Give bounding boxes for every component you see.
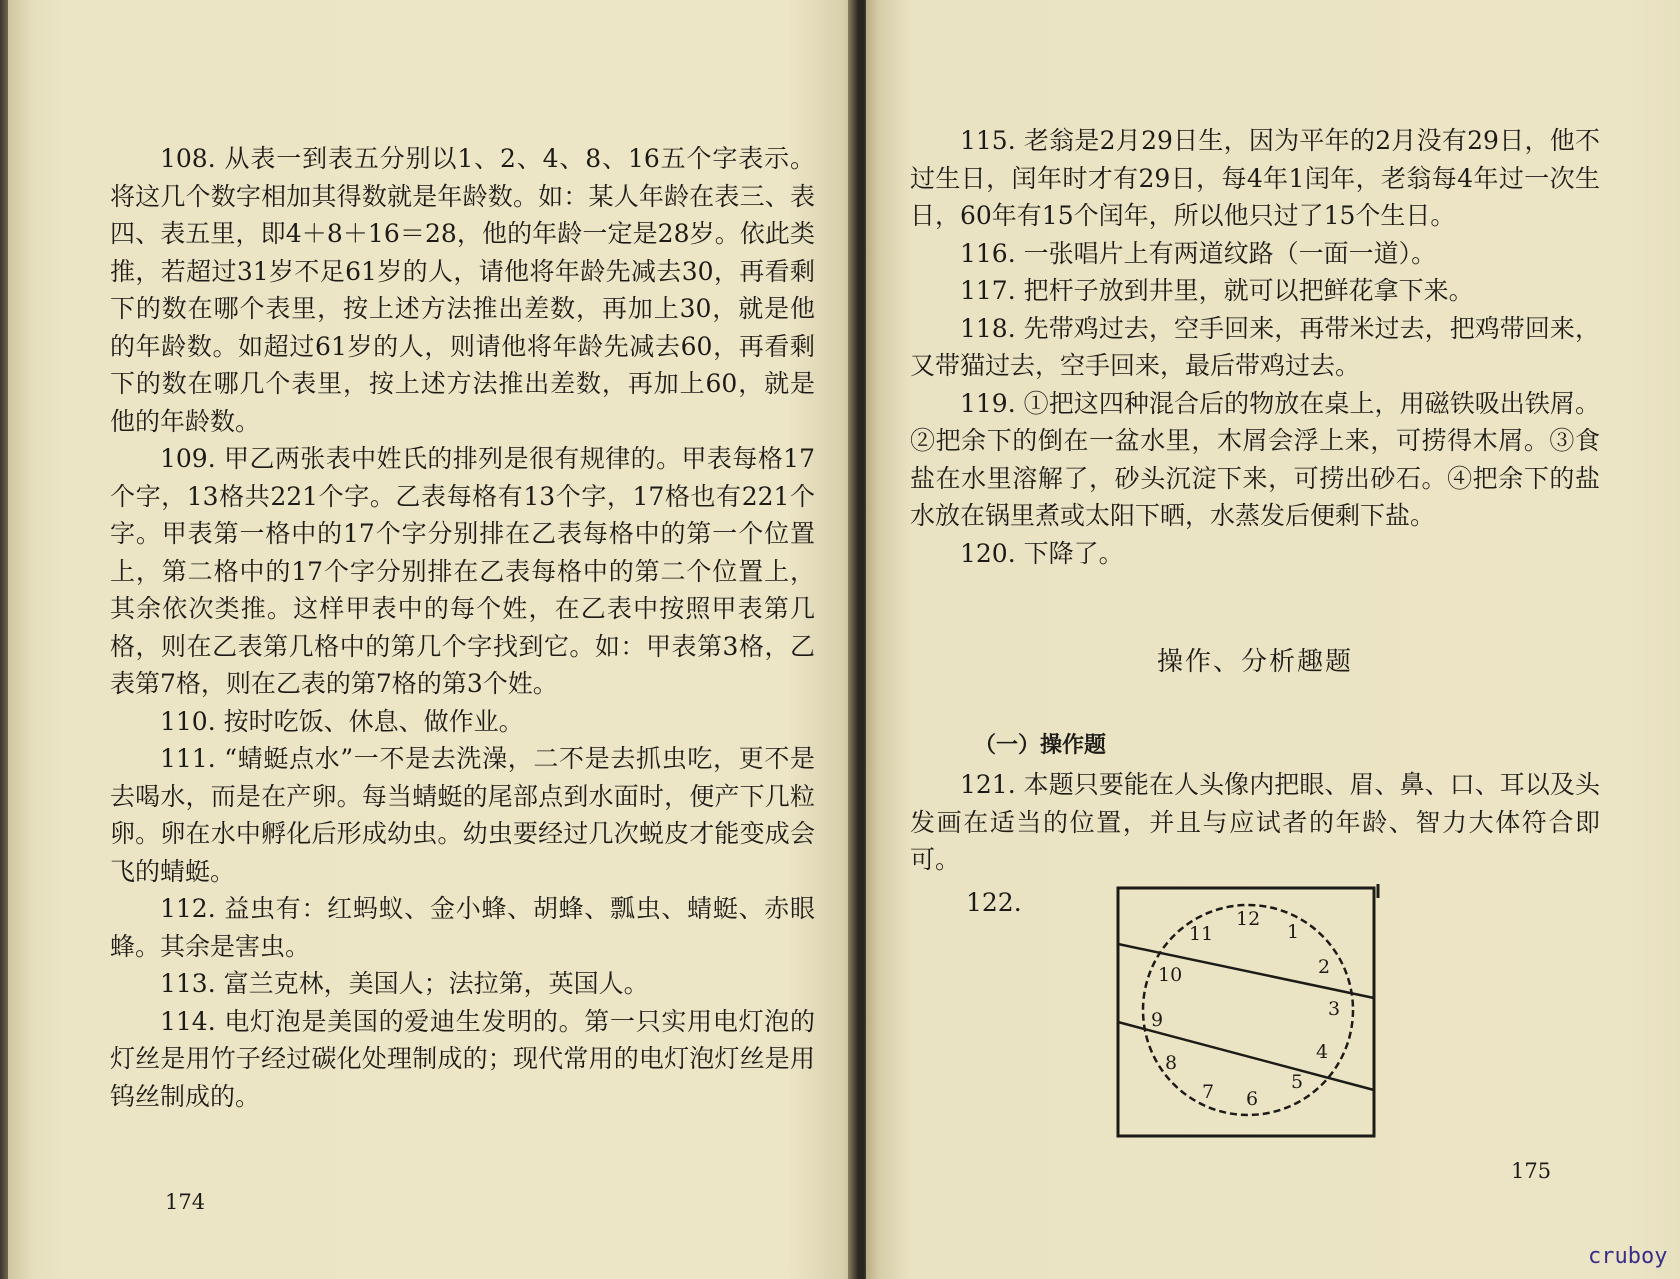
clock-number-3: 3: [1328, 998, 1341, 1020]
section-title: 操作、分析趣题: [1157, 647, 1354, 677]
answer-113: 113. 富兰克林，美国人；法拉第，英国人。: [160, 969, 649, 998]
answer-122-label: 122.: [966, 888, 1022, 917]
clock-number-12: 12: [1236, 908, 1261, 930]
page-number-left: 174: [165, 1190, 206, 1214]
answer-108: 108. 从表一到表五分别以1、2、4、8、16五个字表示。将这几个数字相加其得数就是年龄数。如：某人年龄在表三、表四、表五里，即4＋8＋16＝28，他的年龄一定是28岁。依此类推，若超过31岁不足61岁的人，请他将年龄先减去30，再看剩下的数在哪个表里，按上述方法推出差数，再加上30，就是他的年龄数。如超过61岁的人，则请他将年龄先减去60，再看剩下的数在哪几个表里，按上述方法推出差数，再加上60，就是他的年龄数。: [110, 144, 815, 436]
page-number-right: 175: [1511, 1159, 1552, 1183]
answer-121: 121. 本题只要能在人头像内把眼、眉、鼻、口、耳以及头发画在适当的位置，并且与应试者的年龄、智力大体符合即可。: [910, 770, 1600, 874]
left-page: [8, 0, 856, 1279]
clock-number-4: 4: [1316, 1041, 1329, 1063]
left-page-text: [110, 140, 815, 1115]
watermark: cruboy: [1588, 1244, 1668, 1269]
clock-number-8: 8: [1165, 1052, 1178, 1074]
clock-number-9: 9: [1151, 1009, 1164, 1031]
answer-118: 118. 先带鸡过去，空手回来，再带米过去，把鸡带回来，又带猫过去，空手回来，最后带鸡过去。: [910, 313, 1600, 380]
subsection-title: （一）操作题: [974, 733, 1107, 758]
answer-117: 117. 把杆子放到井里，就可以把鲜花拿下来。: [960, 276, 1474, 305]
clock-number-7: 7: [1202, 1081, 1215, 1103]
answer-114: 114. 电灯泡是美国的爱迪生发明的。第一只实用电灯泡的灯丝是用竹子经过碳化处理制成的；现代常用的电灯泡灯丝是用钨丝制成的。: [110, 1006, 815, 1111]
answer-115: 115. 老翁是2月29日生，因为平年的2月没有29日，他不过生日，闰年时才有29日，每4年1闰年，老翁每4年过一次生日，60年有15个闰年，所以他只过了15个生日。: [910, 126, 1600, 230]
answer-110: 110. 按时吃饭、休息、做作业。: [160, 706, 524, 736]
clock-number-5: 5: [1291, 1071, 1304, 1093]
answer-109: 109. 甲乙两张表中姓氏的排列是很有规律的。甲表每格17个字，13格共221个字。乙表每格有13个字，17格也有221个字。甲表第一格中的17个字分别排在乙表每格中的第一个位置上，第二格中的17个字分别排在乙表每格中的第二个位置上，其余依次类推。这样甲表中的每个姓，在乙表中按照甲表第几格，则在乙表第几格中的第几个字找到它。如：甲表第3格，乙表第7格，则在乙表的第7格的第3个姓。: [110, 444, 815, 698]
clock-number-11: 11: [1189, 923, 1214, 945]
answer-112: 112. 益虫有：红蚂蚁、金小蜂、胡蜂、瓢虫、蜻蜓、赤眼蜂。其余是害虫。: [110, 894, 815, 961]
right-page-text: [910, 122, 1600, 572]
clock-number-2: 2: [1318, 956, 1331, 978]
right-page-text-2: [910, 766, 1600, 879]
answer-116: 116. 一张唱片上有两道纹路（一面一道）。: [960, 238, 1437, 268]
clock-diagram: [1100, 880, 1382, 1146]
clock-number-10: 10: [1158, 964, 1183, 986]
answer-119: 119. ①把这四种混合后的物放在桌上，用磁铁吸出铁屑。②把余下的倒在一盆水里，木屑会浮上来，可捞得木屑。③食盐在水里溶解了，砂头沉淀下来，可捞出砂石。④把余下的盐水放在锅里煮或太阳下晒，水蒸发后便剩下盐。: [910, 388, 1600, 530]
clock-number-6: 6: [1246, 1088, 1259, 1110]
cut-line-2: [1118, 1022, 1374, 1090]
clock-number-1: 1: [1287, 921, 1300, 943]
answer-111: 111. “蜻蜓点水”一不是去洗澡，二不是去抓虫吃，更不是去喝水，而是在产卵。每当蜻蜓的尾部点到水面时，便产下几粒卵。卵在水中孵化后形成幼虫。幼虫要经过几次蜕皮才能变成会飞的蜻蜓。: [110, 744, 815, 886]
answer-120: 120. 下降了。: [960, 538, 1124, 568]
clock-face: [1143, 905, 1353, 1115]
